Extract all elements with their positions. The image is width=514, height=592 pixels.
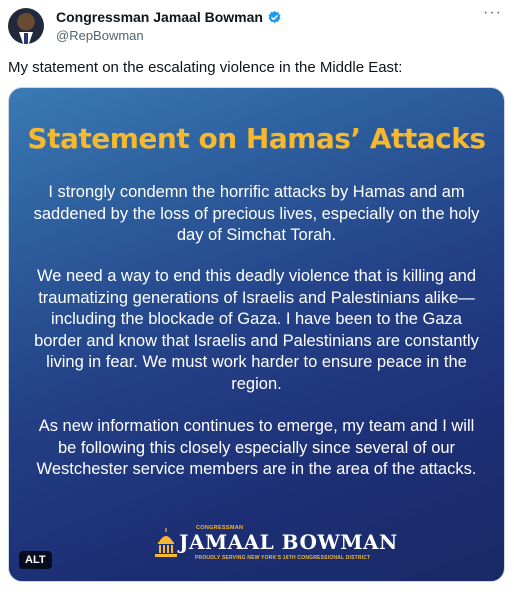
- statement-paragraph-2: We need a way to end this deadly violence that is killing and traumatizing generations of Israelis and Palestinians alike—including the blockade of Gaza. I have been to the Gaza border and know that Israelis and Palestinians are constantly living in fear. We must work harder to ensure peace in the region.: [34, 267, 479, 393]
- tweet-media-image[interactable]: [8, 87, 505, 582]
- bowman-logo: [155, 525, 398, 565]
- capitol-dome-icon: [155, 528, 177, 558]
- avatar[interactable]: [8, 8, 44, 44]
- logo-name: JAMAAL BOWMAN: [179, 530, 398, 554]
- alt-text-button[interactable]: ALT: [19, 551, 52, 569]
- statement-paragraph-1: I strongly condemn the horrific attacks by Hamas and am saddened by the loss of precious lives, especially on the holy day of Simchat Torah.: [33, 183, 480, 244]
- author-handle[interactable]: @RepBowman: [56, 28, 144, 43]
- logo-tagline: PROUDLY SERVING NEW YORK'S 16TH CONGRESSIONAL DISTRICT: [195, 555, 371, 561]
- verified-badge-icon: [267, 10, 282, 25]
- logo-small-label: CONGRESSMAN: [196, 525, 244, 531]
- author-name[interactable]: Congressman Jamaal Bowman: [56, 9, 263, 25]
- statement-title: Statement on Hamas’ Attacks: [27, 122, 486, 155]
- avatar-tie: [24, 33, 28, 44]
- tweet-text: My statement on the escalating violence in the Middle East:: [8, 59, 403, 76]
- statement-paragraph-3: As new information continues to emerge, my team and I will be following this closely especially since several of our Westchester service members are in the area of the attacks.: [36, 417, 477, 478]
- more-options-icon[interactable]: ···: [483, 4, 502, 21]
- author-name-row: [56, 9, 282, 25]
